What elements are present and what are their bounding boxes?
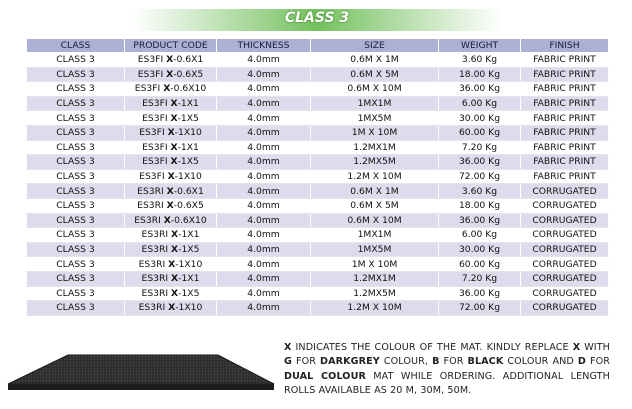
cell-finish: FABRIC PRINT bbox=[521, 67, 609, 82]
cell-class: CLASS 3 bbox=[27, 140, 125, 155]
cell-weight: 36.00 Kg bbox=[439, 213, 521, 228]
cell-weight: 18.00 Kg bbox=[439, 67, 521, 82]
code-suffix: -0.6X1 bbox=[173, 185, 204, 197]
code-colour-x: X bbox=[171, 244, 179, 256]
cell-finish: FABRIC PRINT bbox=[521, 111, 609, 126]
cell-product-code bbox=[125, 184, 217, 199]
note-text: FOR bbox=[585, 356, 611, 368]
table-row bbox=[27, 82, 609, 97]
code-suffix: -1X5 bbox=[177, 112, 199, 124]
cell-product-code bbox=[125, 82, 217, 97]
cell-weight: 3.60 Kg bbox=[439, 184, 521, 199]
note-emphasis: DARKGREY bbox=[320, 356, 380, 368]
rubber-mat-image bbox=[6, 352, 276, 404]
cell-weight: 7.20 Kg bbox=[439, 140, 521, 155]
cell-size: 1.2MX5M bbox=[311, 155, 439, 170]
header-class: CLASS bbox=[27, 39, 125, 53]
cell-class: CLASS 3 bbox=[27, 96, 125, 111]
cell-thickness: 4.0mm bbox=[217, 184, 311, 199]
cell-product-code bbox=[125, 213, 217, 228]
code-suffix: -1X5 bbox=[178, 287, 200, 299]
cell-size: 0.6M X 10M bbox=[311, 213, 439, 228]
banner-title: CLASS 3 bbox=[284, 10, 350, 26]
cell-class: CLASS 3 bbox=[27, 125, 125, 140]
cell-finish: FABRIC PRINT bbox=[521, 53, 609, 68]
cell-weight: 6.00 Kg bbox=[439, 228, 521, 243]
code-colour-x: X bbox=[170, 156, 178, 168]
note-emphasis: BLACK bbox=[467, 356, 504, 368]
table-row bbox=[27, 228, 609, 243]
code-prefix: ES3FI bbox=[142, 156, 171, 168]
code-colour-x: X bbox=[163, 214, 171, 226]
table-row bbox=[27, 169, 609, 184]
code-prefix: ES3FI bbox=[134, 83, 164, 95]
code-colour-x: X bbox=[171, 287, 179, 299]
cell-finish: CORRUGATED bbox=[521, 184, 609, 199]
note-emphasis: D bbox=[577, 356, 586, 368]
cell-thickness: 4.0mm bbox=[217, 67, 311, 82]
cell-class: CLASS 3 bbox=[27, 242, 125, 257]
cell-size: 0.6M X 1M bbox=[311, 184, 439, 199]
cell-finish: CORRUGATED bbox=[521, 286, 609, 301]
code-suffix: -1X10 bbox=[175, 302, 203, 314]
cell-class: CLASS 3 bbox=[27, 213, 125, 228]
cell-size: 1MX5M bbox=[311, 111, 439, 126]
cell-product-code bbox=[125, 228, 217, 243]
cell-product-code bbox=[125, 155, 217, 170]
cell-thickness: 4.0mm bbox=[217, 286, 311, 301]
table-row bbox=[27, 140, 609, 155]
note-text: WITH bbox=[580, 342, 610, 353]
table-row bbox=[27, 67, 609, 82]
cell-class: CLASS 3 bbox=[27, 271, 125, 286]
code-suffix: -1X10 bbox=[174, 127, 202, 139]
cell-product-code bbox=[125, 286, 217, 301]
cell-finish: CORRUGATED bbox=[521, 198, 609, 213]
cell-product-code bbox=[125, 125, 217, 140]
note-text: INDICATES THE COLOUR OF THE MAT. KINDLY REPLACE bbox=[291, 342, 573, 353]
cell-thickness: 4.0mm bbox=[217, 155, 311, 170]
cell-class: CLASS 3 bbox=[27, 228, 125, 243]
code-prefix: ES3FI bbox=[142, 141, 171, 153]
table-row bbox=[27, 301, 609, 316]
cell-class: CLASS 3 bbox=[27, 198, 125, 213]
code-suffix: -1X1 bbox=[178, 273, 200, 285]
cell-thickness: 4.0mm bbox=[217, 228, 311, 243]
cell-finish: FABRIC PRINT bbox=[521, 82, 609, 97]
cell-size: 1.2M X 10M bbox=[311, 169, 439, 184]
table-row bbox=[27, 213, 609, 228]
cell-size: 1.2MX1M bbox=[311, 140, 439, 155]
cell-size: 1.2MX1M bbox=[311, 271, 439, 286]
cell-product-code bbox=[125, 169, 217, 184]
note-text: FOR bbox=[439, 356, 468, 368]
cell-size: 0.6M X 5M bbox=[311, 198, 439, 213]
cell-product-code bbox=[125, 67, 217, 82]
table-row bbox=[27, 271, 609, 286]
cell-class: CLASS 3 bbox=[27, 257, 125, 272]
code-colour-x: X bbox=[171, 229, 179, 241]
code-suffix: -1X1 bbox=[177, 98, 199, 110]
code-colour-x: X bbox=[166, 200, 174, 212]
cell-weight: 60.00 Kg bbox=[439, 257, 521, 272]
note-emphasis: G bbox=[284, 356, 292, 368]
note-text: FOR bbox=[291, 356, 321, 368]
code-prefix: ES3FI bbox=[137, 54, 167, 66]
note-text: MAT WHILE ORDERING. ADDITIONAL LENGTH ROLLS AVAILABLE AS 20 M, 30M, 50M. bbox=[284, 370, 610, 397]
cell-size: 1MX1M bbox=[311, 228, 439, 243]
cell-product-code bbox=[125, 140, 217, 155]
table-row bbox=[27, 96, 609, 111]
cell-thickness: 4.0mm bbox=[217, 198, 311, 213]
code-prefix: ES3RI bbox=[138, 302, 169, 314]
code-colour-x: X bbox=[168, 258, 176, 270]
code-colour-x: X bbox=[166, 54, 174, 66]
product-spec-table bbox=[26, 38, 609, 316]
cell-finish: CORRUGATED bbox=[521, 228, 609, 243]
code-suffix: -1X1 bbox=[177, 141, 199, 153]
cell-finish: CORRUGATED bbox=[521, 257, 609, 272]
note-text: COLOUR AND bbox=[503, 356, 578, 368]
cell-thickness: 4.0mm bbox=[217, 125, 311, 140]
cell-finish: FABRIC PRINT bbox=[521, 140, 609, 155]
code-suffix: -0.6X10 bbox=[170, 83, 207, 95]
cell-finish: CORRUGATED bbox=[521, 271, 609, 286]
cell-product-code bbox=[125, 96, 217, 111]
code-suffix: -1X1 bbox=[178, 229, 200, 241]
cell-weight: 60.00 Kg bbox=[439, 125, 521, 140]
code-colour-x: X bbox=[170, 141, 178, 153]
table-row bbox=[27, 53, 609, 68]
cell-finish: FABRIC PRINT bbox=[521, 96, 609, 111]
cell-weight: 3.60 Kg bbox=[439, 53, 521, 68]
code-suffix: -1X5 bbox=[178, 244, 200, 256]
cell-weight: 36.00 Kg bbox=[439, 82, 521, 97]
cell-class: CLASS 3 bbox=[27, 67, 125, 82]
table-row bbox=[27, 184, 609, 199]
code-prefix: ES3FI bbox=[142, 112, 171, 124]
code-prefix: ES3RI bbox=[137, 185, 167, 197]
code-prefix: ES3RI bbox=[138, 258, 169, 270]
code-prefix: ES3FI bbox=[139, 127, 168, 139]
cell-class: CLASS 3 bbox=[27, 184, 125, 199]
cell-weight: 72.00 Kg bbox=[439, 301, 521, 316]
header-thickness: THICKNESS bbox=[217, 39, 311, 53]
cell-finish: CORRUGATED bbox=[521, 242, 609, 257]
cell-weight: 7.20 Kg bbox=[439, 271, 521, 286]
cell-class: CLASS 3 bbox=[27, 169, 125, 184]
code-colour-x: X bbox=[168, 302, 176, 314]
cell-weight: 72.00 Kg bbox=[439, 169, 521, 184]
cell-finish: CORRUGATED bbox=[521, 213, 609, 228]
cell-thickness: 4.0mm bbox=[217, 242, 311, 257]
code-colour-x: X bbox=[170, 112, 178, 124]
cell-size: 0.6M X 10M bbox=[311, 82, 439, 97]
cell-weight: 36.00 Kg bbox=[439, 155, 521, 170]
header-weight: WEIGHT bbox=[439, 39, 521, 53]
code-prefix: ES3FI bbox=[142, 98, 171, 110]
code-colour-x: X bbox=[170, 98, 178, 110]
cell-finish: FABRIC PRINT bbox=[521, 125, 609, 140]
cell-product-code bbox=[125, 198, 217, 213]
cell-thickness: 4.0mm bbox=[217, 140, 311, 155]
code-prefix: ES3FI bbox=[137, 68, 167, 80]
cell-size: 1M X 10M bbox=[311, 257, 439, 272]
cell-weight: 18.00 Kg bbox=[439, 198, 521, 213]
code-suffix: -1X5 bbox=[177, 156, 199, 168]
cell-class: CLASS 3 bbox=[27, 286, 125, 301]
cell-thickness: 4.0mm bbox=[217, 53, 311, 68]
code-suffix: -0.6X10 bbox=[170, 214, 207, 226]
table-row bbox=[27, 198, 609, 213]
cell-size: 1MX1M bbox=[311, 96, 439, 111]
cell-class: CLASS 3 bbox=[27, 301, 125, 316]
cell-product-code bbox=[125, 301, 217, 316]
cell-weight: 36.00 Kg bbox=[439, 286, 521, 301]
code-colour-x: X bbox=[167, 127, 175, 139]
code-suffix: -1X10 bbox=[175, 258, 203, 270]
cell-product-code bbox=[125, 242, 217, 257]
table-body bbox=[27, 53, 609, 316]
cell-class: CLASS 3 bbox=[27, 53, 125, 68]
note-text: COLOUR, bbox=[379, 356, 433, 368]
cell-thickness: 4.0mm bbox=[217, 82, 311, 97]
note-emphasis: DUAL COLOUR bbox=[284, 370, 366, 382]
cell-thickness: 4.0mm bbox=[217, 257, 311, 272]
cell-size: 0.6M X 5M bbox=[311, 67, 439, 82]
cell-class: CLASS 3 bbox=[27, 82, 125, 97]
cell-thickness: 4.0mm bbox=[217, 111, 311, 126]
code-colour-x: X bbox=[166, 68, 174, 80]
cell-size: 1.2M X 10M bbox=[311, 301, 439, 316]
cell-weight: 30.00 Kg bbox=[439, 111, 521, 126]
header-size: SIZE bbox=[311, 39, 439, 53]
cell-finish: CORRUGATED bbox=[521, 301, 609, 316]
cell-size: 1MX5M bbox=[311, 242, 439, 257]
cell-size: 0.6M X 1M bbox=[311, 53, 439, 68]
table-row bbox=[27, 125, 609, 140]
cell-thickness: 4.0mm bbox=[217, 301, 311, 316]
cell-size: 1M X 10M bbox=[311, 125, 439, 140]
table-row bbox=[27, 257, 609, 272]
table-header-row bbox=[27, 39, 609, 53]
note-emphasis: X bbox=[572, 342, 581, 353]
code-colour-x: X bbox=[171, 273, 179, 285]
cell-finish: FABRIC PRINT bbox=[521, 169, 609, 184]
cell-thickness: 4.0mm bbox=[217, 213, 311, 228]
cell-thickness: 4.0mm bbox=[217, 271, 311, 286]
cell-weight: 6.00 Kg bbox=[439, 96, 521, 111]
ordering-note bbox=[284, 341, 610, 399]
code-colour-x: X bbox=[163, 83, 171, 95]
code-prefix: ES3RI bbox=[141, 244, 172, 256]
table-row bbox=[27, 111, 609, 126]
code-colour-x: X bbox=[167, 171, 175, 183]
cell-class: CLASS 3 bbox=[27, 111, 125, 126]
code-suffix: -0.6X5 bbox=[173, 200, 204, 212]
cell-class: CLASS 3 bbox=[27, 155, 125, 170]
cell-product-code bbox=[125, 271, 217, 286]
cell-thickness: 4.0mm bbox=[217, 169, 311, 184]
note-emphasis: B bbox=[432, 356, 440, 368]
code-suffix: -1X10 bbox=[174, 171, 202, 183]
table-row bbox=[27, 242, 609, 257]
class-banner bbox=[132, 9, 502, 31]
code-prefix: ES3RI bbox=[137, 200, 167, 212]
cell-product-code bbox=[125, 53, 217, 68]
table-row bbox=[27, 155, 609, 170]
code-colour-x: X bbox=[166, 185, 174, 197]
table-row bbox=[27, 286, 609, 301]
code-suffix: -0.6X5 bbox=[173, 68, 204, 80]
code-prefix: ES3RI bbox=[134, 214, 164, 226]
header-finish: FINISH bbox=[521, 39, 609, 53]
note-emphasis: X bbox=[284, 342, 292, 353]
code-prefix: ES3RI bbox=[141, 229, 172, 241]
code-prefix: ES3FI bbox=[139, 171, 168, 183]
code-prefix: ES3RI bbox=[141, 273, 172, 285]
cell-weight: 30.00 Kg bbox=[439, 242, 521, 257]
cell-product-code bbox=[125, 257, 217, 272]
header-product-code: PRODUCT CODE bbox=[125, 39, 217, 53]
cell-product-code bbox=[125, 111, 217, 126]
cell-thickness: 4.0mm bbox=[217, 96, 311, 111]
cell-size: 1.2MX5M bbox=[311, 286, 439, 301]
code-suffix: -0.6X1 bbox=[173, 54, 204, 66]
code-prefix: ES3RI bbox=[141, 287, 172, 299]
cell-finish: FABRIC PRINT bbox=[521, 155, 609, 170]
